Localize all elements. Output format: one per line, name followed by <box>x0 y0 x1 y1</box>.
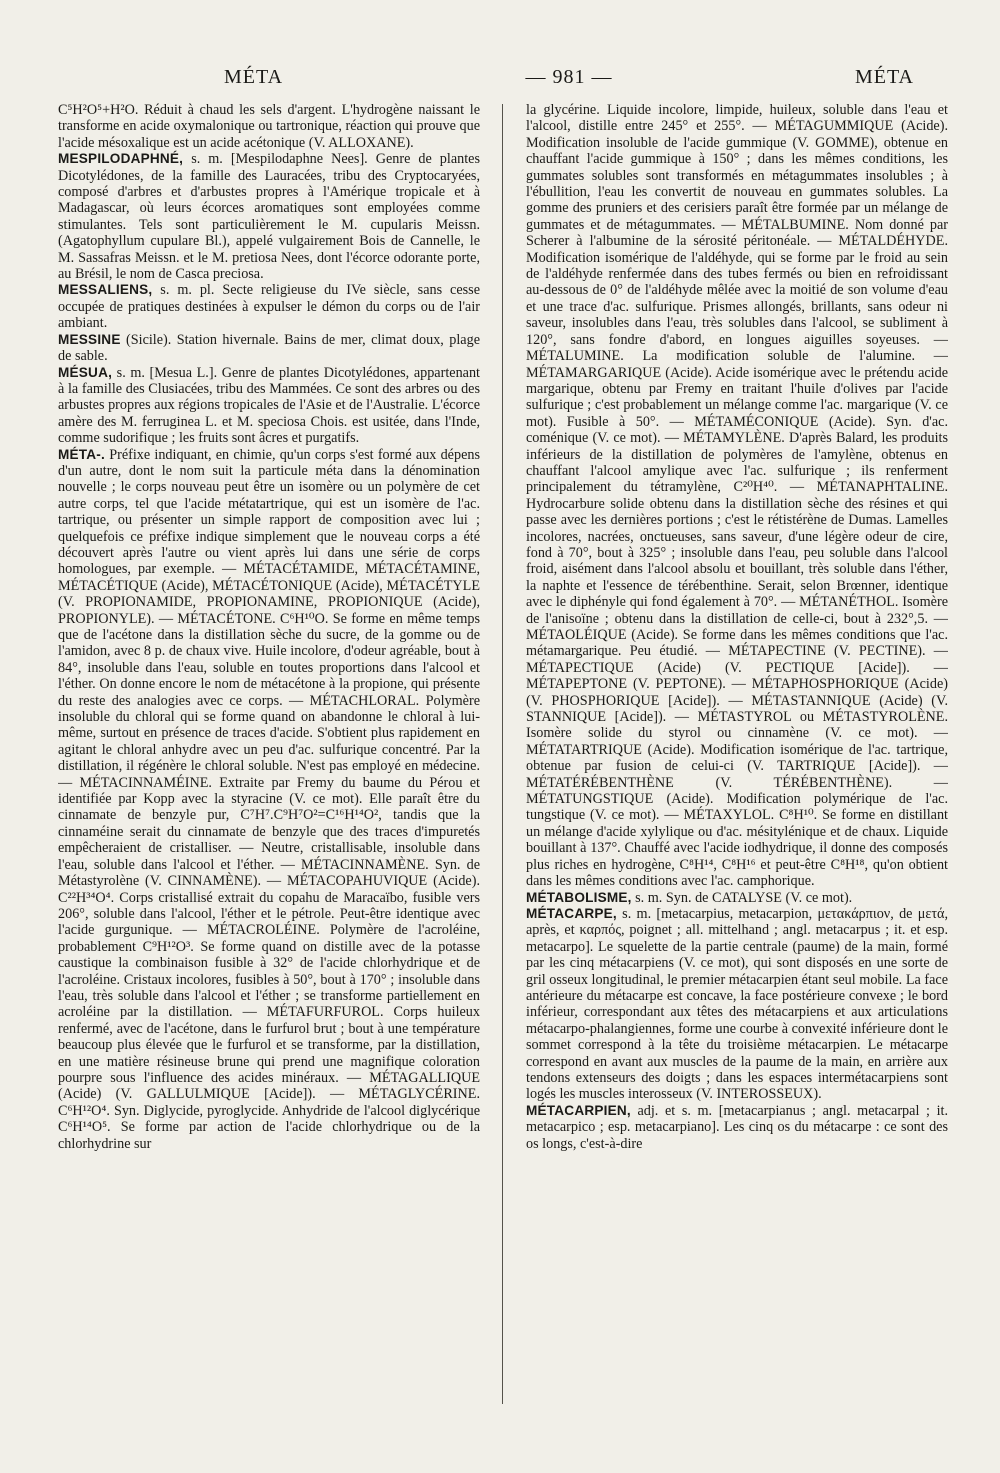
text-columns <box>58 102 948 1402</box>
entry-text: s. m. [Mespilodaphne Nees]. Genre de plantes Dicotylédones, de la famille des Lauracées, tribu des Cryptocaryées, composé d'arbres et d'arbustes propres à l'Amérique tropicale et à Madagascar, où leurs écorces aromatiques sont employées comme stimulantes. Tels sont particulièrement le M. cupularis Meissn. (Agatophyllum cupulare Bl.), appelé vulgairement Bois de Cannelle, le M. Sassafras Meissn. et le M. pretiosa Nees, dont l'écorce odorante porte, au Brésil, le nom de Casca preciosa. <box>58 151 480 283</box>
entry-text: (Sicile). Station hivernale. Bains de mer, climat doux, plage de sable. <box>58 331 480 365</box>
entry-continuation <box>58 102 480 151</box>
page-number: — 981 — <box>525 66 613 88</box>
entry-mespilodaphne <box>58 151 480 282</box>
column-rule <box>502 104 503 1404</box>
entry-continuation <box>526 102 948 890</box>
entry-text: s. m. [metacarpius, metacarpion, μετακάρπιον, de μετά, après, et καρπός, poignet ; all. mittelhand ; angl. metacarpus ; it. et esp. metacarpo]. Le squelette de la partie centrale (paume) de la main, formé par les cinq métacarpiens (V. ce mot), qui sont disposés en une sorte de gril osseux longitudinal, le premier métacarpien étant seul mobile. La face antérieure du métacarpe est concave, la face postérieure convexe ; le bord inférieur, correspondant aux têtes des métacarpiens et aux articulations métacarpo-phalangiennes, forme une courbe à convexité inférieure dont le sommet correspond à la tête du troisième métacarpien. Le métacarpe correspond en avant aux muscles de la paume de la main, en arrière aux tendons extenseurs des doigts ; dans les espaces intermétacarpiens sont logés les muscles interosseux (V. INTEROSSEUX). <box>526 905 948 1103</box>
entry-text: Préfixe indiquant, en chimie, qu'un corps s'est formé aux dépens d'un autre, dont le nom suit la particule méta dans la dénomination nouvelle ; le corps nouveau peut être un isomère ou un polymère de cet autre corps, tel que l'acide métatartrique, qui est un isomère de l'ac. tartrique, ou présenter un simple rapport de composition avec lui ; quelquefois ce préfixe indique simplement que le nouveau corps a été découvert après l'autre ou vient après lui dans une série de corps homologues, par exemple. — MÉTACÉTAMIDE, MÉTACÉTAMINE, MÉTACÉTIQUE (Acide), MÉTACÉTONIQUE (Acide), MÉTACÉTYLE (V. PROPIONAMIDE, PROPIONAMINE, PROPIONIQUE (Acide), PROPIONYLE). — MÉTACÉTONE. C⁶H¹⁰O. Se forme en même temps que de l'acétone dans la distillation sèche du sucre, de la gomme ou de l'amidon, avec 8 p. de chaux vive. Huile incolore, d'odeur agréable, bout à 84°, insoluble dans l'eau, soluble en toutes proportions dans l'alcool et l'éther. On donne encore le nom de métacétone à la propione, qui présente du reste des analogies avec ce corps. — MÉTACHLORAL. Polymère insoluble du chloral qui se forme quand on abandonne le chloral à lui-même, surtout en présence de traces d'acide. S'obtient plus rapidement en agitant le chloral anhydre avec un peu d'ac. sulfurique concentré. Par la distillation, il régénère le chloral soluble. N'est pas employé en médecine. — MÉTACINNAMÉINE. Extraite par Fremy du baume du Pérou et identifiée par Kopp avec la styracine (V. ce mot). Elle paraît être du cinnamate de benzyle pur, C⁷H⁷.C⁹H⁷O²=C¹⁶H¹⁴O², tandis que la cinnaméine serait du cinnamate de benzyle que des traces d'impuretés empêcheraient de cristalliser. — Neutre, cristallisable, insoluble dans l'eau, soluble dans l'alcool et l'éther. — MÉTACINNAMÈNE. Syn. de Métastyrolène (V. CINNAMÈNE). — MÉTACOPAHUVIQUE (Acide). C²²H³⁴O⁴. Corps cristallisé extrait du copahu de Maracaïbo, fusible vers 206°, soluble dans l'alcool, l'éther et le pétrole. Peut-être identique avec l'acide gurgunique. — MÉTACROLÉINE. Polymère de l'acroléine, probablement C⁹H¹²O³. Se forme quand on distille avec de la potasse caustique la combinaison fusible à 32° de l'acide chlorhydrique et de l'acroléine. Cristaux incolores, fusibles à 50°, bout à 170° ; insoluble dans l'eau, très soluble dans l'alcool et l'éther ; se transforme partiellement en acroléine par la distillation. — MÉTAFURFUROL. Corps huileux renfermé, avec de l'acétone, dans le furfurol brut ; bout à une température beaucoup plus élevée que le furfurol et se transforme, par la distillation, en une matière résineuse brune qui prend une magnifique coloration pourpre sous l'influence des acides minéraux. — MÉTAGALLIQUE (Acide) (V. GALLULMIQUE [Acide]). — MÉTAGLYCÉRINE. C⁶H¹²O⁴. Syn. Diglycide, pyroglycide. Anhydride de l'alcool diglycérique C⁶H¹⁴O⁵. Se forme par action de l'acide chlorhydrique ou de la chlorhydrine sur <box>58 446 480 1152</box>
entry-headword: MÉTABOLISME, <box>526 889 632 905</box>
entry-headword: MESSALIENS, <box>58 282 153 298</box>
left-column <box>58 102 480 1402</box>
entry-meta <box>58 447 480 1152</box>
running-head <box>58 66 948 96</box>
entry-headword: MÉTACARPIEN, <box>526 1102 631 1118</box>
entry-messaliens <box>58 282 480 331</box>
entry-text: s. m. pl. Secte religieuse du IVe siècle, sans cesse occupée de pratiques destinées à expulser le démon du corps ou de l'air ambiant. <box>58 282 480 332</box>
entry-messine <box>58 332 480 365</box>
entry-text: s. m. Syn. de CATALYSE (V. ce mot). <box>631 889 853 906</box>
running-head-right: MÉTA <box>854 66 914 88</box>
entry-headword: MESSINE <box>58 331 121 347</box>
entry-headword: MESPILODAPHNÉ, <box>58 151 184 167</box>
entry-mesua <box>58 365 480 447</box>
entry-text: la glycérine. Liquide incolore, limpide, huileux, soluble dans l'eau et l'alcool, distille entre 245° et 255°. — MÉTAGUMMIQUE (Acide). Modification insoluble de l'acide gummique (V. GOMME), obtenue en chauffant l'acide gummique à 150° ; dans les mêmes conditions, les gummates solubles sont transformés en métagummates insolubles ; à l'ébullition, l'eau les convertit de nouveau en gummates solubles. La gomme des pruniers et des cerisiers paraît être formée par un mélange de gummates et de métagummates. — MÉTALBUMINE. Nom donné par Scherer à l'albumine de la sérosité péritonéale. — MÉTALDÉHYDE. Modification isomérique de l'aldéhyde, qui se forme par le froid au sein de l'aldéhyde renfermée dans des tubes fermés ou bien en refroidissant au-dessous de 0° de l'aldéhyde mêlée avec la moitié de son volume d'eau et une trace d'ac. sulfurique. Prismes allongés, brillants, sans odeur ni saveur, insolubles dans l'eau, très solubles dans l'alcool, se subliment à 120°, sans fondre d'abord, en longues aiguilles soyeuses. — MÉTALUMINE. La modification soluble de l'alumine. — MÉTAMARGARIQUE (Acide). Acide isomérique avec le prétendu acide margarique, obtenu par Fremy en traitant l'huile d'olives par l'acide sulfurique ; c'est probablement un mélange comme l'ac. margarique (V. ce mot). Fusible à 50°. — MÉTAMÉCONIQUE (Acide). Syn. d'ac. coménique (V. ce mot). — MÉTAMYLÈNE. D'après Balard, les produits inférieurs de la distillation de polymères de l'amylène, obtenus en chauffant l'alcool amylique avec l'ac. sulfurique ; ils renferment principalement du tétramylène, C²⁰H⁴⁰. — MÉTANAPHTALINE. Hydrocarbure solide obtenu dans la distillation sèche des résines et qui passe avec les dernières portions ; c'est le rétistérène de Dumas. Lamelles incolores, nacrées, onctueuses, sans saveur, d'une légère odeur de cire, fond à 70°, bout à 325° ; insoluble dans l'eau, peu soluble dans l'alcool froid, aisément dans l'alcool absolu et bouillant, très soluble dans l'éther, la naphte et l'essence de térébenthine. Serait, selon Brœnner, identique avec le diphényle qui fond également à 70°. — MÉTANÉTHOL. Isomère de l'anisoïne ; obtenu dans la distillation de celle-ci, bout à 232°,5. — MÉTAOLÉIQUE (Acide). Se forme dans les mêmes conditions que l'ac. métamargarique. Peu étudié. — MÉTAPECTINE (V. PECTINE). — MÉTAPECTIQUE (Acide) (V. PECTIQUE [Acide]). — MÉTAPEPTONE (V. PEPTONE). — MÉTAPHOSPHORIQUE (Acide) (V. PHOSPHORIQUE [Acide]). — MÉTASTANNIQUE (Acide) (V. STANNIQUE [Acide]). — MÉTASTYROL ou MÉTASTYROLÈNE. Isomère solide du styrol ou cinnamène (V. ce mot). — MÉTATARTRIQUE (Acide). Modification isomérique de l'ac. tartrique, obtenue par fusion de celui-ci (V. TARTRIQUE [Acide]). — MÉTATÉRÉBENTHÈNE (V. TÉRÉBENTHÈNE). — MÉTATUNGSTIQUE (Acide). Modification polymérique de l'ac. tungstique (V. ce mot). — MÉTAXYLOL. C⁸H¹⁰. Se forme en distillant un mélange d'acide xylylique ou d'ac. mésitylénique et de chaux. Liquide bouillant à 137°. Chauffé avec l'acide iodhydrique, il donne des composés plus riches en hydrogène, C⁸H¹⁴, C⁸H¹⁶ et peut-être C⁸H¹⁸, qu'on obtient dans les mêmes conditions avec l'ac. camphorique. <box>526 102 948 890</box>
entry-text: C⁵H²O⁵+H²O. Réduit à chaud les sels d'argent. L'hydrogène naissant le transforme en acide oxymalonique ou tartronique, réaction qui prouve que l'acide mésoxalique est un acide acétonique (V. ALLOXANE). <box>58 102 480 151</box>
entry-text: s. m. [Mesua L.]. Genre de plantes Dicotylédones, appartenant à la famille des Clusiacées, tribu des Mammées. Ce sont des arbres ou des arbustes propres aux régions tropicales de l'Asie et de l'Australie. L'écorce amère des M. ferruginea L. et M. speciosa Chois. est usitée, dans l'Inde, comme sudorifique ; les fruits sont âcres et purgatifs. <box>58 364 480 447</box>
running-head-left: MÉTA <box>224 66 284 88</box>
entry-headword: MÉTACARPE, <box>526 905 617 921</box>
entry-metabolisme <box>526 890 948 906</box>
entry-metacarpien <box>526 1103 948 1152</box>
entry-headword: MÉSUA, <box>58 364 113 380</box>
entry-text: adj. et s. m. [metacarpianus ; angl. metacarpal ; it. metacarpico ; esp. metacarpiano]. Les cinq os du métacarpe : ce sont des os longs, c'est-à-dire <box>526 1102 948 1152</box>
right-column <box>526 102 948 1402</box>
entry-metacarpe <box>526 906 948 1103</box>
entry-headword: MÉTA-. <box>58 446 106 462</box>
